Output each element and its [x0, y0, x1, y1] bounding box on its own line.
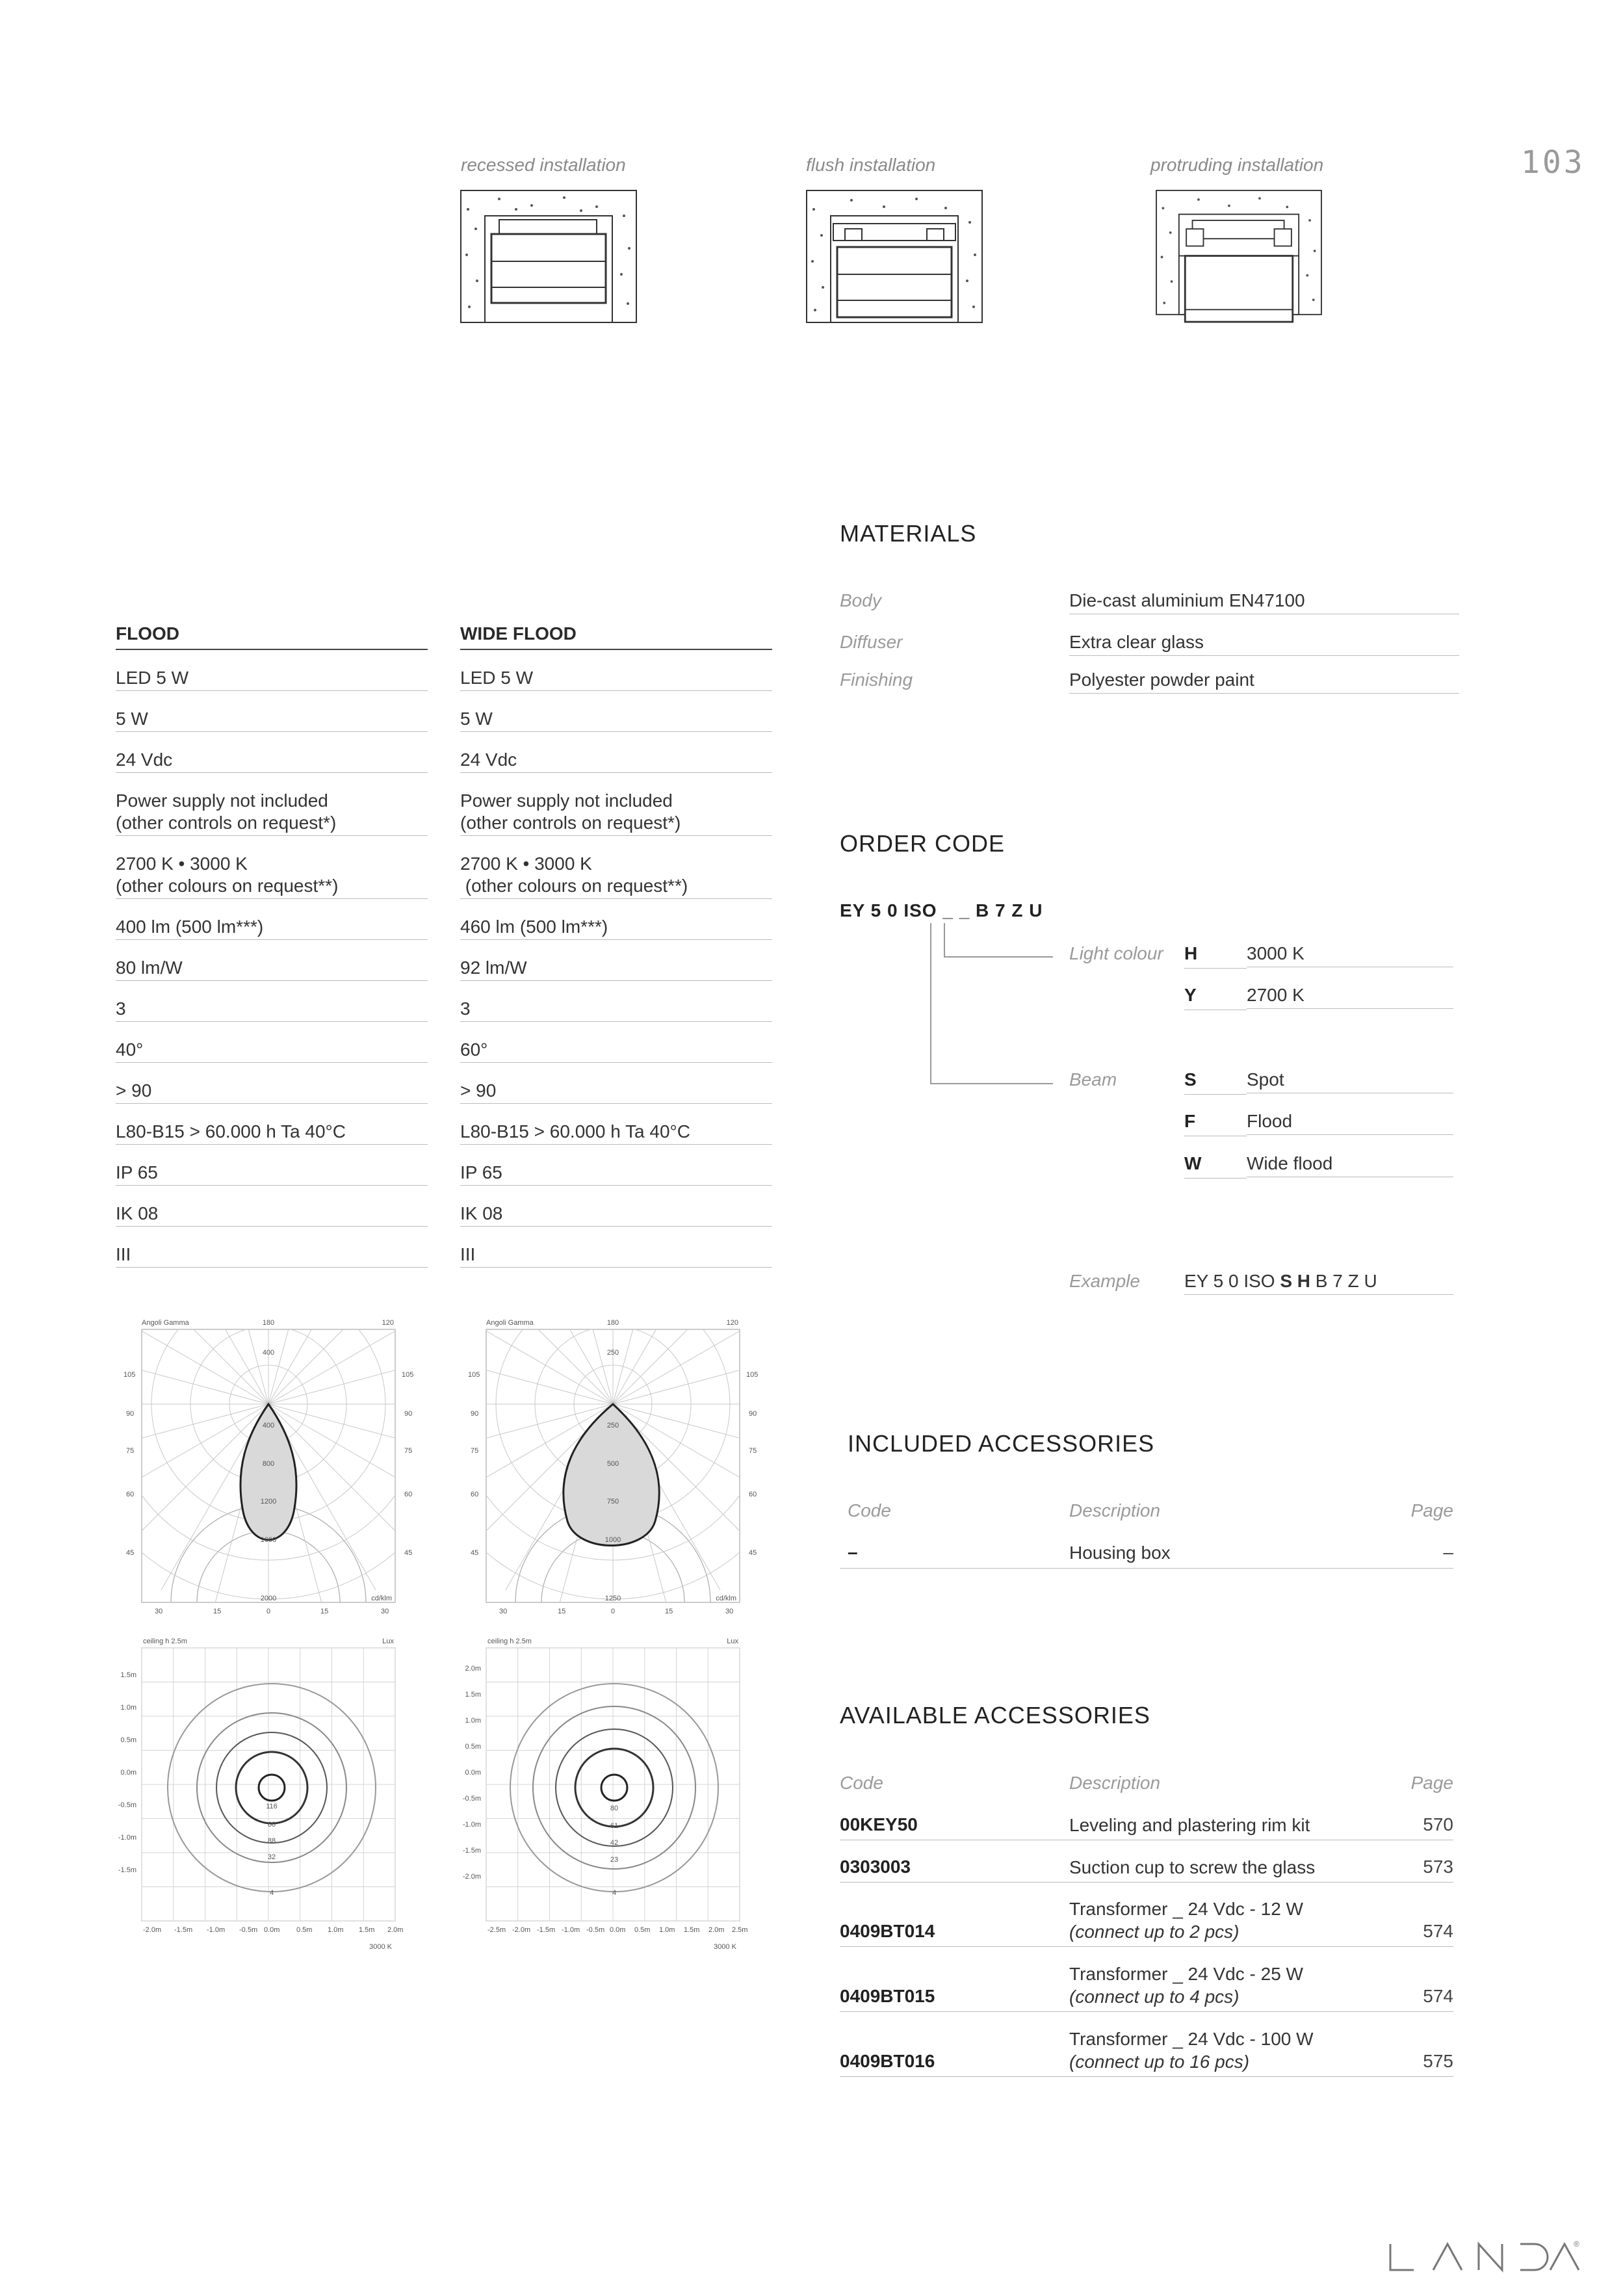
spec-row-line: (other colours on request**) [116, 876, 339, 896]
polar-radial-label: 250 [606, 1422, 619, 1429]
polar-side-angle: 45 [749, 1549, 757, 1557]
polar-bottom-angle: 30 [725, 1608, 734, 1615]
order-code-pattern: EY 5 0 ISO _ _ B 7 Z U [840, 900, 1043, 920]
polar-side-angle: 90 [471, 1410, 479, 1418]
accessory-page: 574 [1423, 1986, 1453, 2006]
beam-desc: Spot [1247, 1069, 1453, 1093]
lux-value: 23 [610, 1856, 619, 1864]
polar-side-angle: 75 [749, 1447, 757, 1455]
lux-x-label: -1.0m [207, 1926, 226, 1934]
row-divider [840, 1568, 1453, 1569]
polar-grid-spoke [268, 1313, 376, 1404]
row-divider [1184, 1178, 1247, 1179]
polar-grid-spoke [116, 1313, 268, 1404]
lux-x-label: -2.0m [143, 1926, 162, 1934]
spec-row: 60° [460, 1022, 772, 1063]
row-divider [1184, 1094, 1247, 1095]
lux-y-label: 1.5m [120, 1671, 136, 1679]
example-label: Example [1069, 1271, 1140, 1291]
lux-value: 80 [610, 1805, 619, 1812]
accessory-page: 575 [1423, 2051, 1453, 2071]
polar-radial-label: 250 [606, 1349, 619, 1357]
polar-side-angle: 90 [126, 1410, 135, 1418]
spec-row: IP 65 [460, 1145, 772, 1186]
included-accessories-title: INCLUDED ACCESSORIES [848, 1430, 1155, 1457]
accessory-note: (connect up to 16 pcs) [1069, 2052, 1250, 2072]
polar-grid-spoke [613, 1313, 766, 1404]
polar-bottom-angle: 0 [266, 1608, 271, 1615]
beam-label: Beam [1069, 1069, 1117, 1089]
polar-side-angle: 60 [471, 1491, 479, 1498]
lux-x-label: 0.0m [264, 1926, 280, 1934]
lux-y-label: 0.0m [465, 1769, 481, 1777]
spec-row: IK 08 [116, 1186, 428, 1227]
material-row [840, 590, 881, 611]
polar-side-angle: 45 [471, 1549, 479, 1557]
spec-row: III [116, 1227, 428, 1268]
accessory-page: 573 [1423, 1857, 1453, 1877]
logo-registered-mark: ® [1574, 2240, 1579, 2249]
accessory-code: 0303003 [840, 1857, 911, 1877]
polar-grid-spoke [613, 1313, 668, 1404]
polar-bottom-angle: 15 [320, 1608, 329, 1615]
polar-grid-spoke [461, 1313, 613, 1404]
polar-side-angle: 105 [746, 1371, 759, 1379]
spec-row: IP 65 [116, 1145, 428, 1186]
spec-row: LED 5 W [116, 650, 428, 691]
polar-bottom-angle: 30 [499, 1608, 508, 1615]
spec-row: 5 W [116, 691, 428, 732]
polar-bottom-angle: 30 [155, 1608, 163, 1615]
lux-unit: Lux [382, 1637, 394, 1645]
spec-row [116, 836, 428, 899]
example-suffix: B 7 Z U [1310, 1271, 1377, 1291]
polar-grid-spoke [213, 1313, 268, 1404]
accessory-note: (connect up to 2 pcs) [1069, 1922, 1240, 1942]
lux-x-label: 2.0m [708, 1926, 725, 1934]
lux-value: 42 [610, 1839, 619, 1847]
available-header-code: Code [840, 1773, 883, 1793]
lux-y-label: -2.0m [462, 1873, 481, 1881]
lux-x-label: -1.5m [174, 1926, 193, 1934]
order-code-connector-lines [923, 923, 1066, 1092]
polar-radial-label: 400 [262, 1349, 275, 1357]
polar-grid-spoke [460, 1349, 613, 1404]
polar-grid-spoke [558, 1313, 613, 1404]
spec-row [460, 773, 772, 836]
spec-row: 80 lm/W [116, 940, 428, 981]
spec-row-line: 2700 K • 3000 K [460, 854, 592, 874]
installation-caption-flush: flush installation [806, 155, 936, 175]
lux-x-label: -2.5m [487, 1926, 506, 1934]
polar-top-angle: 120 [726, 1319, 738, 1327]
polar-bottom-angle: 0 [611, 1608, 616, 1615]
polar-unit: cd/klm [716, 1595, 736, 1602]
accessory-code: 0409BT015 [840, 1986, 935, 2006]
lux-x-label: 2.5m [732, 1926, 748, 1934]
lux-y-label: -1.5m [462, 1847, 481, 1855]
material-label: Diffuser [840, 632, 903, 652]
lux-grid [142, 1648, 395, 1921]
included-header-description: Description [1069, 1500, 1161, 1520]
light-colour-desc: 3000 K [1247, 943, 1453, 967]
spec-row: IK 08 [460, 1186, 772, 1227]
spec-row: > 90 [116, 1063, 428, 1104]
spec-column-wide-flood [460, 623, 772, 1268]
spec-row-line: 2700 K • 3000 K [116, 854, 248, 874]
lux-value: 4 [269, 1889, 274, 1897]
lux-y-label: 1.0m [120, 1704, 136, 1712]
spec-row-line: (other colours on request**) [460, 876, 688, 896]
spec-row: 24 Vdc [116, 732, 428, 773]
lux-value: 60 [267, 1821, 276, 1829]
polar-radial-label: 800 [262, 1460, 275, 1468]
example-code [1184, 1271, 1453, 1295]
included-header-page: Page [1410, 1500, 1453, 1520]
beam-code: S [1184, 1069, 1197, 1089]
available-accessories-title: AVAILABLE ACCESSORIES [840, 1702, 1150, 1729]
polar-side-angle: 45 [126, 1549, 135, 1557]
polar-title: Angoli Gamma [142, 1319, 189, 1327]
material-value: Die-cast aluminium EN47100 [1069, 590, 1459, 614]
spec-heading-flood: FLOOD [116, 623, 428, 650]
lux-x-label: -2.0m [512, 1926, 531, 1934]
polar-side-angle: 75 [471, 1447, 479, 1455]
lux-x-label: 1.0m [659, 1926, 675, 1934]
row-divider [840, 2076, 1453, 2077]
lux-y-label: -1.5m [118, 1866, 136, 1874]
polar-bottom-angle: 30 [381, 1608, 389, 1615]
polar-grid-spoke [117, 1313, 268, 1404]
lux-unit: Lux [727, 1637, 738, 1645]
lux-y-label: 2.0m [465, 1665, 481, 1673]
polar-side-angle: 75 [404, 1447, 413, 1455]
polar-radial-label: 1000 [604, 1536, 621, 1544]
lux-grid [486, 1648, 740, 1921]
lux-y-label: -1.0m [462, 1821, 481, 1829]
polar-side-angle: 90 [749, 1410, 757, 1418]
polar-radial-label: 500 [606, 1460, 619, 1468]
polar-title: Angoli Gamma [486, 1319, 534, 1327]
polar-grid-spoke [613, 1349, 766, 1404]
polar-radial-label: 1250 [604, 1595, 621, 1602]
polar-radial-label: 1200 [260, 1498, 277, 1506]
lux-value: 88 [267, 1837, 276, 1845]
lux-chart-flood [116, 1632, 421, 1957]
spec-row: 460 lm (500 lm***) [460, 899, 772, 940]
spec-row-line: (other controls on request*) [116, 813, 337, 833]
lux-y-label: 1.5m [465, 1691, 481, 1699]
material-label: Finishing [840, 670, 913, 690]
accessory-description: Leveling and plastering rim kit [1069, 1815, 1310, 1835]
polar-chart-flood [116, 1313, 421, 1619]
light-colour-desc: 2700 K [1247, 985, 1453, 1009]
polar-side-angle: 90 [404, 1410, 413, 1418]
row-divider [1184, 968, 1247, 969]
available-header-page: Page [1410, 1773, 1453, 1793]
lux-y-label: 0.0m [120, 1769, 136, 1777]
material-row [840, 632, 902, 653]
lux-value: 32 [267, 1853, 276, 1861]
row-divider [840, 2011, 1453, 2012]
lux-value: 4 [612, 1889, 617, 1897]
lux-cct: 3000 K [369, 1943, 392, 1951]
polar-side-angle: 60 [749, 1491, 757, 1498]
lux-x-label: 1.5m [359, 1926, 375, 1934]
spec-column-flood [116, 623, 428, 1268]
polar-grid-spoke [460, 1313, 613, 1404]
polar-radial-label: 400 [262, 1422, 275, 1429]
polar-radial-label: 750 [606, 1498, 619, 1506]
lux-y-label: -0.5m [462, 1795, 481, 1803]
polar-bottom-angle: 15 [558, 1608, 566, 1615]
polar-grid-spoke [268, 1313, 421, 1404]
spec-row: 24 Vdc [460, 732, 772, 773]
light-colour-label: Light colour [1069, 943, 1163, 963]
included-description: Housing box [1069, 1543, 1171, 1563]
polar-top-angle: 180 [262, 1319, 275, 1327]
lux-value: 61 [610, 1822, 619, 1830]
spec-row-line: (other controls on request*) [460, 813, 681, 833]
polar-top-angle: 120 [382, 1319, 394, 1327]
spec-row [460, 836, 772, 899]
accessory-note: (connect up to 4 pcs) [1069, 1987, 1240, 2007]
lux-y-label: -0.5m [118, 1801, 136, 1809]
beam-desc: Wide flood [1247, 1153, 1453, 1177]
included-page: – [1443, 1542, 1453, 1562]
polar-side-angle: 60 [404, 1491, 413, 1498]
beam-desc: Flood [1247, 1111, 1453, 1135]
lux-y-label: 1.0m [465, 1717, 481, 1725]
polar-side-angle: 75 [126, 1447, 135, 1455]
lux-x-label: 2.0m [387, 1926, 404, 1934]
materials-title: MATERIALS [840, 520, 977, 547]
accessory-description: Suction cup to screw the glass [1069, 1857, 1316, 1877]
lux-cct: 3000 K [714, 1943, 736, 1951]
polar-top-angle: 180 [606, 1319, 619, 1327]
spec-row: 5 W [460, 691, 772, 732]
accessory-code: 0409BT016 [840, 2051, 935, 2071]
polar-grid-spoke [613, 1313, 720, 1404]
polar-bottom-angle: 15 [213, 1608, 222, 1615]
accessory-page: 574 [1423, 1921, 1453, 1941]
material-label: Body [840, 590, 881, 610]
polar-grid-spoke [268, 1313, 420, 1404]
spec-heading-wide-flood: WIDE FLOOD [460, 623, 772, 650]
lux-x-label: 0.0m [610, 1926, 626, 1934]
lux-chart-wide-flood [460, 1632, 766, 1957]
lux-x-label: -1.5m [537, 1926, 556, 1934]
lux-y-label: -1.0m [118, 1834, 136, 1842]
polar-radial-label: 1600 [260, 1536, 277, 1544]
polar-side-angle: 105 [468, 1371, 480, 1379]
lux-x-label: 0.5m [296, 1926, 313, 1934]
polar-grid-spoke [268, 1313, 324, 1404]
lux-x-label: -0.5m [239, 1926, 258, 1934]
polar-grid-spoke [506, 1313, 613, 1404]
lux-title: ceiling h 2.5m [487, 1637, 532, 1645]
accessory-description: Transformer _ 24 Vdc - 12 W [1069, 1899, 1303, 1919]
lux-x-label: 0.5m [634, 1926, 651, 1934]
included-code: – [848, 1542, 858, 1562]
light-colour-code: Y [1184, 985, 1197, 1005]
polar-chart-wide-flood [460, 1313, 766, 1619]
polar-grid-spoke [116, 1349, 268, 1404]
installation-caption-protruding: protruding installation [1150, 155, 1324, 175]
accessory-code: 0409BT014 [840, 1921, 935, 1941]
spec-row: 92 lm/W [460, 940, 772, 981]
lux-title: ceiling h 2.5m [143, 1637, 187, 1645]
spec-row: L80-B15 > 60.000 h Ta 40°C [460, 1104, 772, 1145]
material-value: Polyester powder paint [1069, 670, 1459, 694]
available-header-description: Description [1069, 1773, 1161, 1793]
brand-name: LANDA [1388, 2240, 1390, 2241]
example-highlight: S H [1280, 1271, 1311, 1291]
spec-row [116, 773, 428, 836]
spec-row: 3 [116, 981, 428, 1022]
polar-bottom-angle: 15 [665, 1608, 673, 1615]
protruding-installation-drawing [1150, 190, 1327, 323]
material-value: Extra clear glass [1069, 632, 1459, 656]
spec-row-line: Power supply not included [460, 790, 673, 811]
polar-side-angle: 60 [126, 1491, 135, 1498]
spec-row: 40° [116, 1022, 428, 1063]
accessory-code: 00KEY50 [840, 1814, 918, 1834]
polar-unit: cd/klm [371, 1595, 392, 1602]
accessory-description: Transformer _ 24 Vdc - 100 W [1069, 2029, 1314, 2049]
spec-row: 400 lm (500 lm***) [116, 899, 428, 940]
example-prefix: EY 5 0 ISO [1184, 1271, 1280, 1291]
polar-side-angle: 105 [402, 1371, 414, 1379]
spec-row: L80-B15 > 60.000 h Ta 40°C [116, 1104, 428, 1145]
spec-row: > 90 [460, 1063, 772, 1104]
lux-y-label: 0.5m [465, 1743, 481, 1751]
spec-row: III [460, 1227, 772, 1268]
light-colour-code: H [1184, 943, 1198, 963]
row-divider [840, 1882, 1453, 1883]
beam-code: W [1184, 1153, 1202, 1173]
page-number: 103 [1521, 144, 1585, 181]
spec-row: LED 5 W [460, 650, 772, 691]
landa-logo [1388, 2240, 1583, 2279]
lux-y-label: 0.5m [120, 1736, 136, 1744]
recessed-installation-drawing [460, 190, 637, 323]
spec-row: 3 [460, 981, 772, 1022]
lux-value: 116 [266, 1803, 278, 1810]
installation-caption-recessed: recessed installation [461, 155, 626, 175]
polar-grid-spoke [161, 1313, 268, 1404]
lux-x-label: -1.0m [562, 1926, 580, 1934]
polar-side-angle: 105 [123, 1371, 136, 1379]
lux-x-label: 1.0m [328, 1926, 344, 1934]
spec-row-line: Power supply not included [116, 790, 328, 811]
accessory-description: Transformer _ 24 Vdc - 25 W [1069, 1964, 1303, 1984]
flush-installation-drawing [806, 190, 983, 323]
polar-radial-label: 2000 [260, 1595, 277, 1602]
polar-grid-spoke [613, 1313, 764, 1404]
polar-side-angle: 45 [404, 1549, 413, 1557]
included-header-code: Code [848, 1500, 891, 1520]
material-row [840, 670, 913, 690]
lux-x-label: 1.5m [684, 1926, 700, 1934]
accessory-page: 570 [1423, 1814, 1453, 1834]
lux-x-label: -0.5m [586, 1926, 605, 1934]
row-divider [840, 1946, 1453, 1947]
order-code-title: ORDER CODE [840, 830, 1006, 857]
beam-code: F [1184, 1111, 1196, 1131]
polar-grid-spoke [268, 1349, 421, 1404]
